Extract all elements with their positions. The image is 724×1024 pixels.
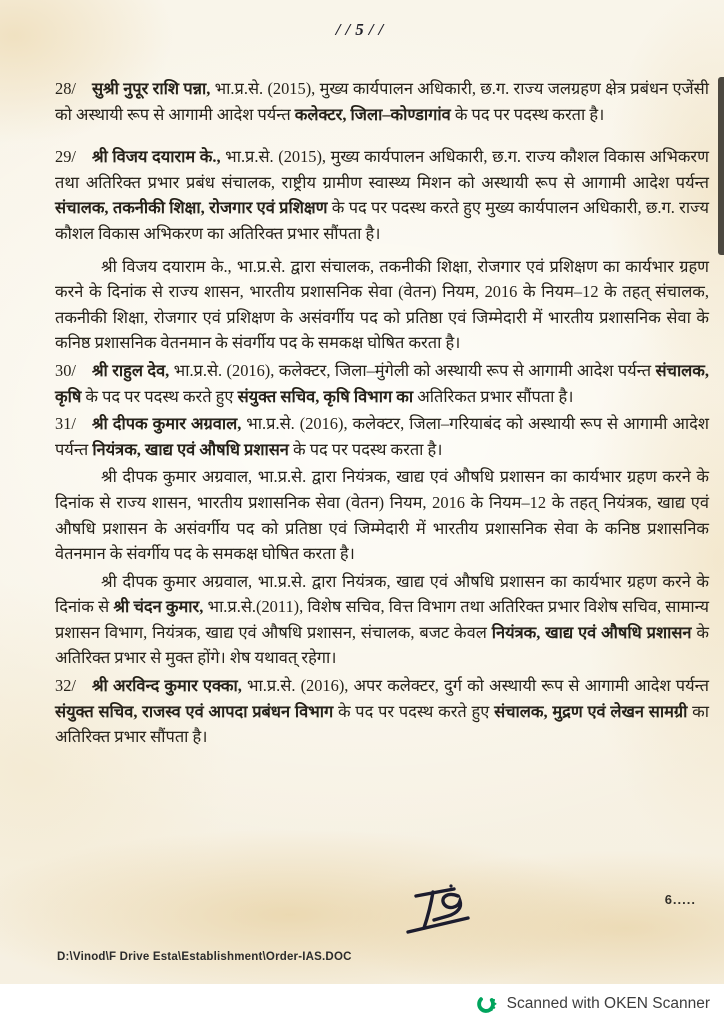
order-text: अतिरिकत प्रभार सौंपता है। <box>413 386 574 406</box>
order-text: श्री दीपक कुमार अग्रवाल, भा.प्र.से. द्वारा नियंत्रक, खाद्य एवं औषधि प्रशासन का कार्यभार ग्रहण करने के दिनांक से राज्य शासन, भारतीय प्रशासनिक सेवा (वेतन) नियम, 2016 के नियम–12 के तहत् नियंत्रक, खाद्य एवं औषधि प्रशासन के असंवर्गीय पद को प्रतिष्ठा एवं जिम्मेदारी में भारतीय प्रशासनिक सेवा के कनिष्ठ प्रशासनिक वेतनमान के संवर्गीय पद के समकक्ष घोषित करता है। <box>55 467 709 564</box>
officer-or-post-emphasis: सुश्री नुपूर राशि पन्ना, <box>91 79 211 98</box>
order-paragraph <box>55 673 709 750</box>
order-paragraph <box>55 358 709 409</box>
order-text: भा.प्र.से.(2011), विशेष सचिव, वित्त विभाग तथा अतिरिक्त प्रभार विशेष सचिव, सामान्य प्रशासन विभाग, नियंत्रक, खाद्य एवं औषधि प्रशासन, संचालक, बजट केवल <box>55 597 709 642</box>
order-paragraph <box>55 464 709 566</box>
officer-or-post-emphasis: कलेक्टर, जिला–कोण्डागांव <box>294 104 451 124</box>
officer-or-post-emphasis: श्री विजय दयाराम के., <box>91 147 221 167</box>
officer-or-post-emphasis: श्री अरविन्द कुमार एक्का, <box>91 676 242 696</box>
order-paragraph <box>55 144 709 246</box>
order-paragraph <box>55 569 709 671</box>
order-paragraph <box>55 254 709 356</box>
order-text: के पद पर पदस्थ करता है। <box>450 104 605 124</box>
officer-or-post-emphasis: श्री दीपक कुमार अग्रवाल, <box>91 414 242 434</box>
scanner-watermark-bar <box>0 984 724 1024</box>
paragraph-number: 31/ <box>55 414 76 434</box>
scan-edge-artifact <box>718 77 724 255</box>
officer-or-post-emphasis: संचालक, मुद्रण एवं लेखन सामग्री <box>494 701 688 721</box>
page-number: //5// <box>335 20 389 39</box>
order-text: का अतिरिक्त प्रभार सौंपता है। <box>55 701 709 747</box>
order-text: भा.प्र.से. (2016), कलेक्टर, जिला–मुंगेली को अस्थायी रूप से आगामी आदेश पर्यन्त <box>169 360 656 380</box>
paragraph-number: 28/ <box>55 79 76 98</box>
officer-or-post-emphasis: संचालक, कृषि <box>55 360 709 406</box>
oken-scanner-icon <box>476 993 498 1015</box>
order-text: भा.प्र.से. (2015), मुख्य कार्यपालन अधिकारी, छ.ग. राज्य जलग्रहण क्षेत्र प्रबंधन एजेंसी को अस्थायी रूप से आगामी आदेश पर्यन्त <box>55 79 709 124</box>
order-paragraph <box>55 411 709 462</box>
officer-or-post-emphasis: संयुक्त सचिव, राजस्व एवं आपदा प्रबंधन विभाग <box>55 701 334 721</box>
officer-or-post-emphasis: नियंत्रक, खाद्य एवं औषधि प्रशासन <box>491 622 692 642</box>
scanner-watermark-label: Scanned with OKEN Scanner <box>506 995 710 1012</box>
order-text: श्री विजय दयाराम के., भा.प्र.से. द्वारा संचालक, तकनीकी शिक्षा, रोजगार एवं प्रशिक्षण का कार्यभार ग्रहण करने के दिनांक से राज्य शासन, भारतीय प्रशासनिक सेवा (वेतन) नियम, 2016 के नियम–12 के तहत् संचालक, तकनीकी शिक्षा, रोजगार एवं प्रशिक्षण के असंवर्गीय पद को प्रतिष्ठा एवं जिम्मेदारी में भारतीय प्रशासनिक सेवा के कनिष्ठ प्रशासनिक वेतनमान के संवर्गीय पद के समकक्ष घोषित करता है। <box>55 256 709 353</box>
order-text: श्री दीपक कुमार अग्रवाल, भा.प्र.से. द्वारा नियंत्रक, खाद्य एवं औषधि प्रशासन का कार्यभार ग्रहण करने के दिनांक से <box>55 571 709 617</box>
paragraph-number: 32/ <box>55 676 76 696</box>
order-text: भा.प्र.से. (2016), अपर कलेक्टर, दुर्ग को अस्थायी रूप से आगामी आदेश पर्यन्त <box>241 676 709 696</box>
officer-or-post-emphasis: संयुक्त सचिव, कृषि विभाग का <box>237 386 414 406</box>
next-page-marker: 6..... <box>664 892 696 907</box>
order-text: के अतिरिक्त प्रभार से मुक्त होंगे। शेष यथावत् रहेगा। <box>55 622 709 668</box>
order-text: भा.प्र.से. (2016), कलेक्टर, जिला–गरियाबंद को अस्थायी रूप से आगामी आदेश पर्यन्त <box>55 414 709 459</box>
order-text: के पद पर पदस्थ करते हुए मुख्य कार्यपालन अधिकारी, छ.ग. राज्य कौशल विकास अभिकरण का अतिरिक्त प्रभार सौंपता है। <box>55 198 709 243</box>
officer-or-post-emphasis: नियंत्रक, खाद्य एवं औषधि प्रशासन <box>92 439 289 459</box>
order-text: भा.प्र.से. (2015), मुख्य कार्यपालन अधिकारी, छ.ग. राज्य कौशल विकास अभिकरण तथा अतिरिक्त प्रभार प्रबंध संचालक, राष्ट्रीय ग्रामीण स्वास्थ्य मिशन को अस्थायी रूप से आगामी आदेश पर्यन्त <box>55 147 709 192</box>
file-path-footer: D:\Vinod\F Drive Esta\Establishment\Order-IAS.DOC <box>57 951 352 963</box>
paragraph-number: 29/ <box>55 147 76 167</box>
officer-or-post-emphasis: श्री चंदन कुमार, <box>113 597 204 617</box>
order-text: के पद पर पदस्थ करता है। <box>288 439 443 459</box>
officer-or-post-emphasis: श्री राहुल देव, <box>91 360 170 380</box>
order-text: के पद पर पदस्थ करते हुए <box>333 701 495 721</box>
order-paragraph <box>55 76 709 127</box>
order-text: के पद पर पदस्थ करते हुए <box>81 386 238 406</box>
document-body <box>55 76 709 752</box>
paragraph-number: 30/ <box>55 360 76 380</box>
signature-initials <box>388 880 508 946</box>
officer-or-post-emphasis: संचालक, तकनीकी शिक्षा, रोजगार एवं प्रशिक्षण <box>55 198 328 218</box>
